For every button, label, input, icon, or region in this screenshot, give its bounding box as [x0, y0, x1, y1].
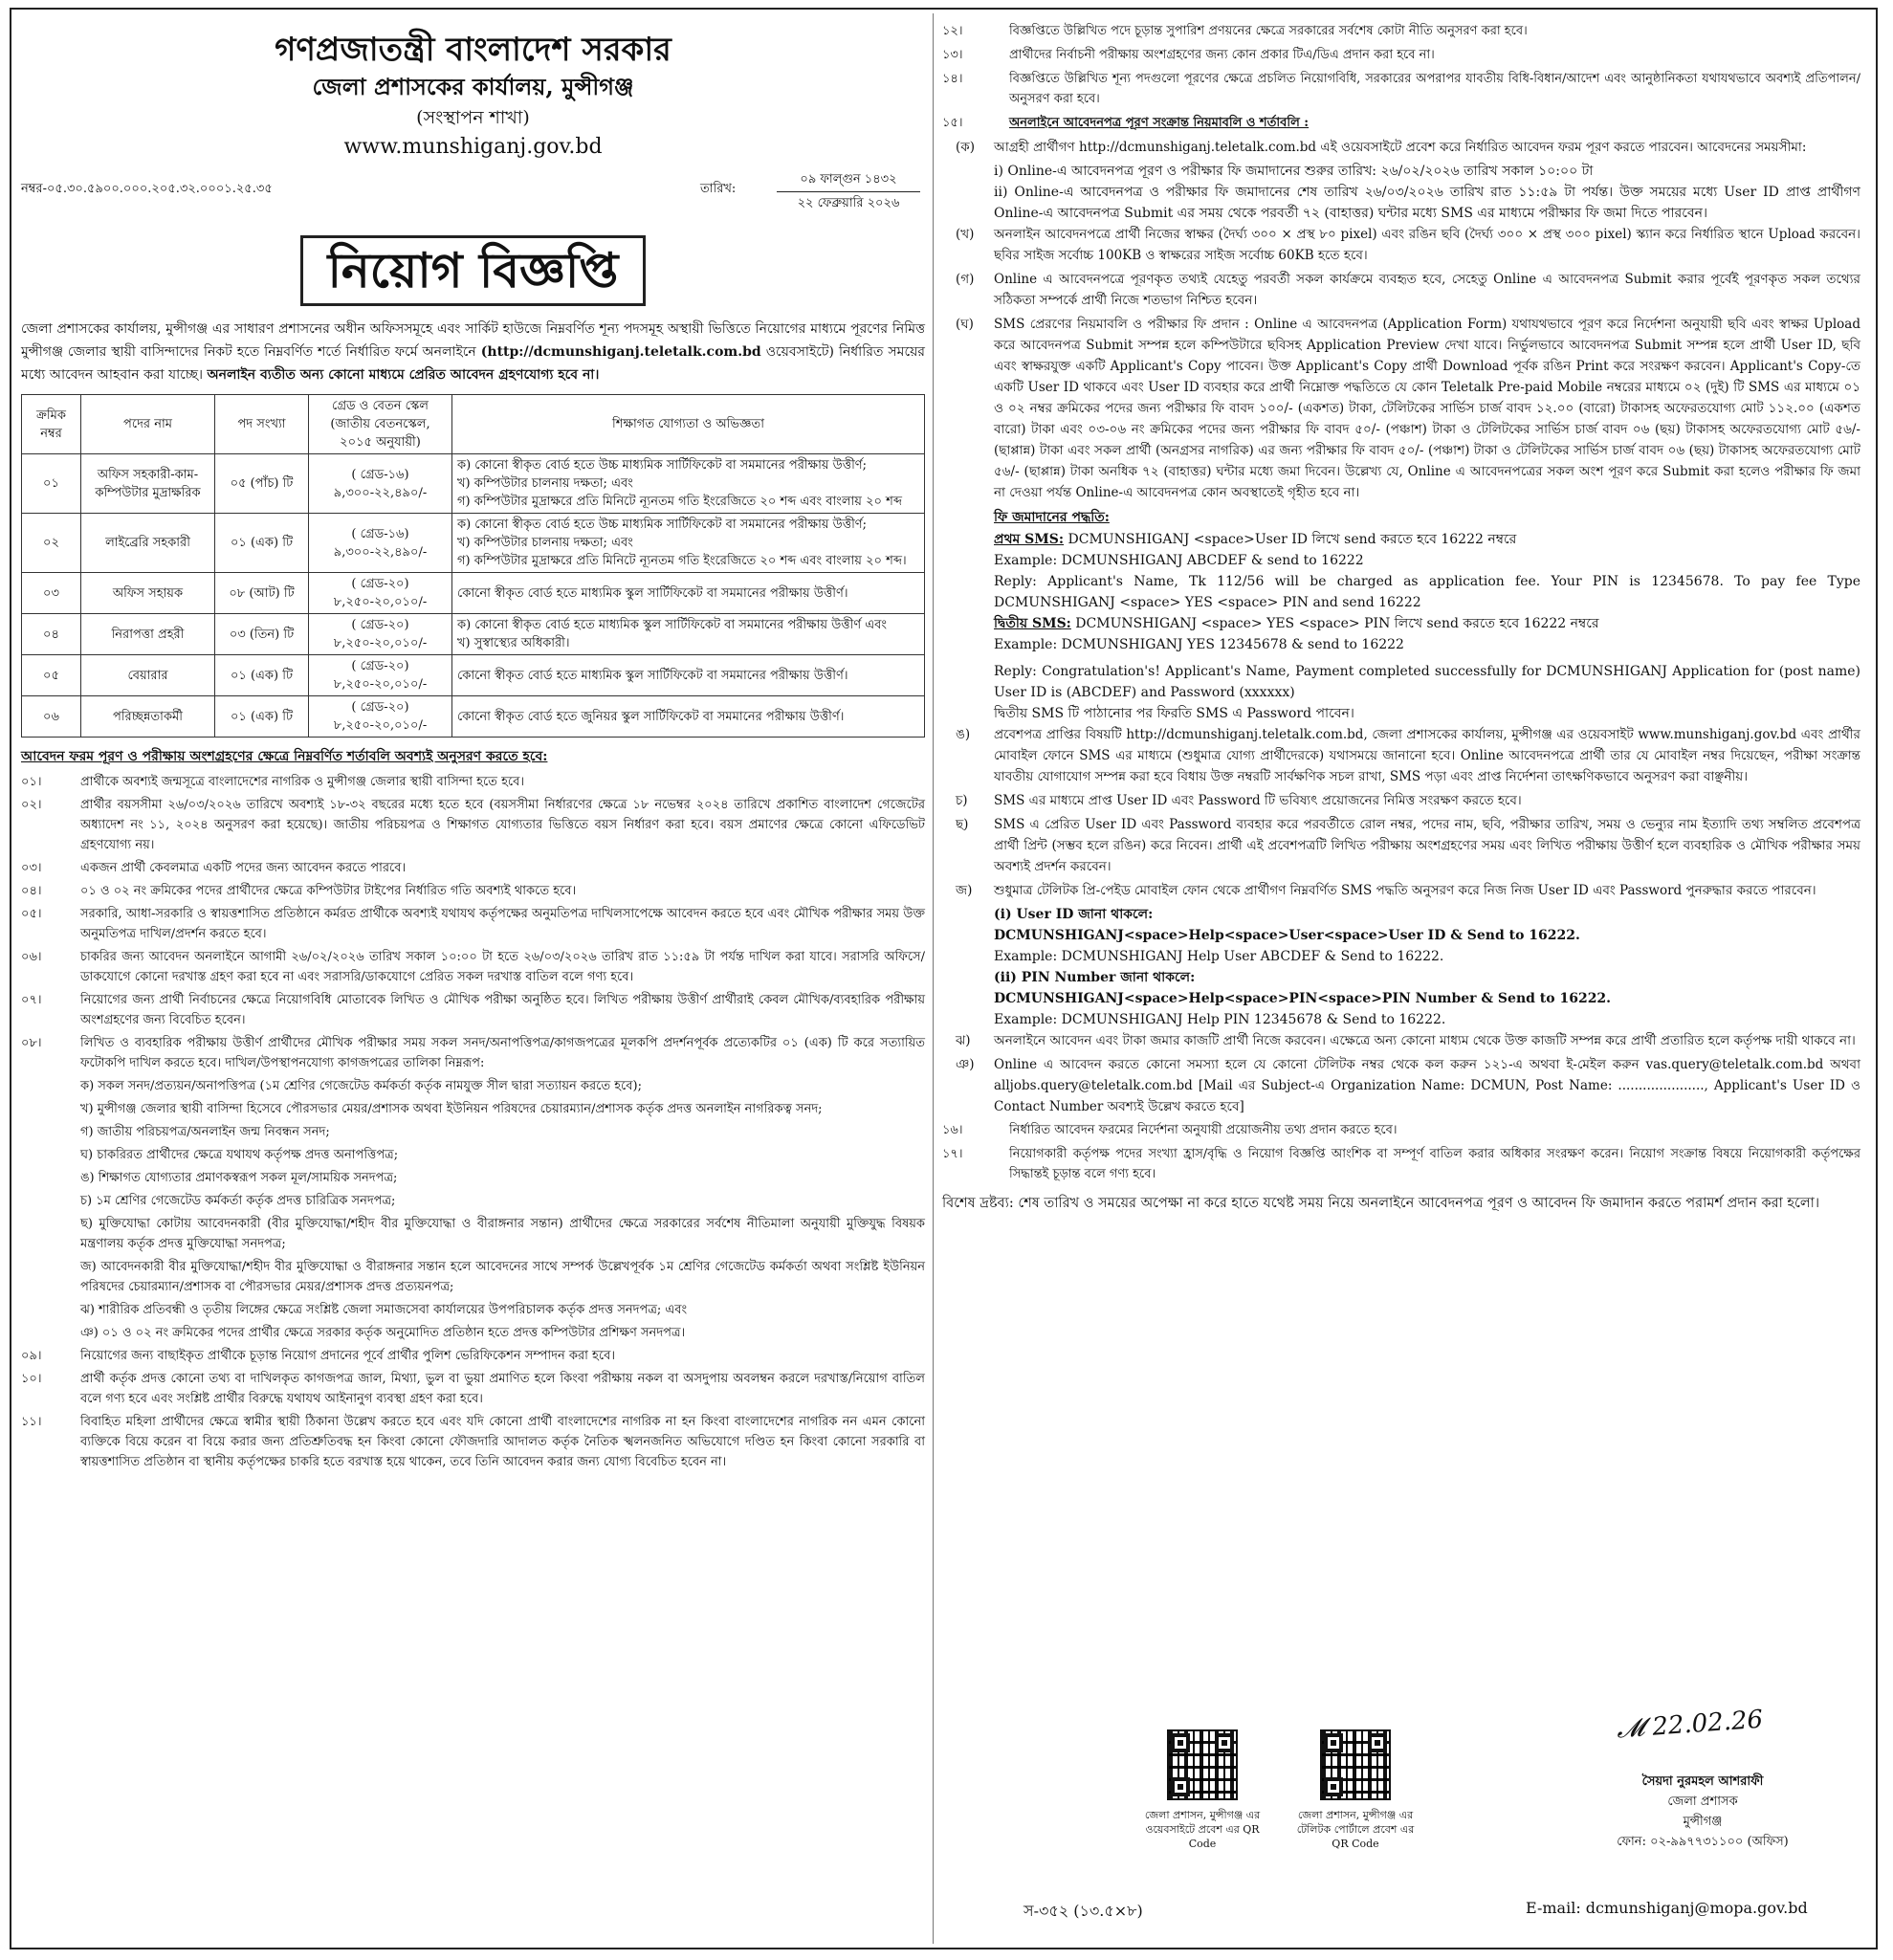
col-header: পদ সংখ্যা: [215, 395, 309, 454]
qualification-line: খ) সুস্বাস্থ্যের অধিকারী।: [457, 636, 570, 650]
condition-item: ১৭। নিয়োগকারী কর্তৃপক্ষ পদের সংখ্যা হ্রাস/বৃদ্ধি ও নিয়োগ বিজ্ঞপ্তি আংশিক বা সম্পূর্ণ বাতিল করার অধিকার সংরক্ষণ করেন। নিয়োগ সংক্রান্ত বিষয়ে নিয়োগকারী কর্তৃপক্ষের সিদ্ধান্তই চূড়ান্ত বলে গণ্য হবে।: [942, 1147, 1860, 1181]
sms2-text: DCMUNSHIGANJ <space> YES <space> PIN লিখে send করতে হবে 16222 নম্বরে: [1075, 616, 1599, 631]
post-count-cell: ০৫ (পাঁচ) টি: [215, 454, 309, 514]
pin-command: DCMUNSHIGANJ<space>Help<space>PIN<space>PIN Number & Send to 16222.: [994, 991, 1612, 1006]
condition-item: ১৫। অনলাইনে আবেদনপত্র পূরণ সংক্রান্ত নিয়মাবলি ও শর্তাবলি :: [942, 116, 1310, 130]
condition-item: [21, 990, 925, 1030]
office-phone: ফোন: ০২-৯৯৭৭৩১১০০ (অফিস): [1617, 1835, 1789, 1849]
signer-district: মুন্সীগঞ্জ: [1683, 1815, 1723, 1829]
signer-title: জেলা প্রশাসক: [1667, 1795, 1738, 1809]
post-count-cell: ০১ (এক) টি: [215, 514, 309, 573]
qualification-line: ক) কোনো স্বীকৃত বোর্ড হতে উচ্চ মাধ্যমিক সার্টিফিকেট বা সমমানের পরীক্ষায় উত্তীর্ণ;: [457, 518, 868, 532]
table-row: [22, 614, 925, 655]
online-rule-ca: চ) SMS এর মাধ্যমে প্রাপ্ত User ID এবং Password টি ভবিষ্যৎ প্রয়োজনের নিমিত্ত সংরক্ষণ করতে হবে।: [956, 793, 1522, 808]
sms2-example: Example: DCMUNSHIGANJ YES 12345678 & send to 16222: [994, 637, 1404, 652]
condition-number: ০২।: [21, 798, 42, 812]
document-item: ছ) মুক্তিযোদ্ধা কোটায় আবেদনকারী (বীর মুক্তিযোদ্ধা/শহীদ বীর মুক্তিযোদ্ধা ও বীরাঙ্গনার সন্তান) প্রার্থীদের ক্ষেত্রে সরকারের সর্বশেষ নীতিমালা অনুযায়ী মুক্তিযুদ্ধ বিষয়ক মন্ত্রণালয় কর্তৃক প্রদত্ত মুক্তিযোদ্ধা সনদপত্র;: [80, 1217, 925, 1251]
qualification-line: ক) কোনো স্বীকৃত বোর্ড হতে মাধ্যমিক স্কুল সার্টিফিকেট বা সমমানের পরীক্ষায় উত্তীর্ণ এবং: [457, 618, 888, 632]
posts-table: [21, 394, 925, 738]
document-item: ঝ) শারীরিক প্রতিবন্ধী ও তৃতীয় লিঙ্গের ক্ষেত্রে সংশ্লিষ্ট জেলা সমাজসেবা কার্যালয়ের উপপরিচালক কর্তৃক প্রদত্ত সনদপত্র; এবং: [80, 1303, 688, 1317]
table-row: [22, 454, 925, 514]
condition-text: প্রার্থীকে অবশ্যই জন্মসূত্রে বাংলাদেশের নাগরিক ও মুন্সীগঞ্জ জেলার স্থায়ী বাসিন্দা হতে হবে।: [80, 775, 525, 789]
document-item: গ) জাতীয় পরিচয়পত্র/অনলাইন জন্ম নিবন্ধন সনদ;: [80, 1125, 330, 1139]
condition-number: ১০।: [21, 1372, 42, 1386]
online-rule-cha: ছ) SMS এ প্রেরিত User ID এবং Password ব্যবহার করে পরবর্তীতে রোল নম্বর, পদের নাম, ছবি, পরীক্ষার তারিখ, সময় ও ভেন্যুর নাম ইত্যাদি তথ্য সম্বলিত প্রবেশপত্র প্রার্থী প্রিন্ট (সম্ভব হলে রঙিন) করে নিবেন। প্রার্থী এই প্রবেশপত্রটি লিখিত পরীক্ষায় অংশগ্রহণের সময় এবং লিখিত পরীক্ষায় উত্তীর্ণ হলে ব্যবহারিক ও মৌখিক পরীক্ষার সময় অবশ্যই প্রদর্শন করবেন।: [956, 817, 1860, 874]
qualification-line: ক) কোনো স্বীকৃত বোর্ড হতে উচ্চ মাধ্যমিক সার্টিফিকেট বা সমমানের পরীক্ষায় উত্তীর্ণ;: [457, 458, 868, 473]
grade-cell: [309, 454, 452, 514]
condition-item: [21, 858, 925, 878]
condition-text: প্রার্থীর বয়সসীমা ২৬/০৩/২০২৬ তারিখে অবশ্যই ১৮-৩২ বছরের মধ্যে হতে হবে (বয়সসীমা নির্ধারণের ক্ষেত্রে ১৮ নভেম্বর ২০২৪ তারিখে প্রকাশিত বাংলাদেশ গেজেটের অধ্যাদেশ নং ১১, ২০২৪ অনুসরণ করা হয়েছে)। জাতীয় পরিচয়পত্র ও শিক্ষাগত যোগ্যতার ভিত্তিতে বয়স নির্ধারণ করা হবে। বয়স প্রমাণের ক্ষেত্রে কোনো এফিডেভিট গ্রহণযোগ্য নয়।: [80, 798, 925, 852]
condition-item: ১২। বিজ্ঞপ্তিতে উল্লিখিত পদে চূড়ান্ত সুপারিশ প্রণয়নের ক্ষেত্রে সরকারের সর্বশেষ কোটা নীতি অনুসরণ করা হবে।: [942, 24, 1528, 38]
condition-text: নিয়োগের জন্য বাছাইকৃত প্রার্থীকে চূড়ান্ত নিয়োগ প্রদানের পূর্বে প্রার্থীর পুলিশ ভেরিফিকেশন সম্পাদন করা হবে।: [80, 1349, 615, 1363]
signer-name: সৈয়দা নুরমহল আশরাফী: [1641, 1774, 1764, 1789]
qualification-line: গ) কম্পিউটার মুদ্রাক্ষরে প্রতি মিনিটে ন্যূনতম গতি ইংরেজিতে ২০ শব্দ এবং বাংলায় ২০ শব্দ।: [457, 554, 907, 568]
table-row: [22, 696, 925, 738]
documents-list: [21, 1076, 925, 1343]
condition-number: ০১।: [21, 775, 42, 789]
condition-item: ১৬। নির্ধারিত আবেদন ফরমের নির্দেশনা অনুযায়ী প্রয়োজনীয় তথ্য প্রদান করতে হবে।: [942, 1123, 1398, 1137]
condition-item: [21, 795, 925, 855]
sms2-note: দ্বিতীয় SMS টি পাঠানোর পর ফিরতি SMS এ Password পাবেন।: [994, 706, 1354, 721]
date-block: [777, 168, 920, 215]
condition-text: লিখিত ও ব্যবহারিক পরীক্ষায় উত্তীর্ণ প্রার্থীদের মৌখিক পরীক্ষার সময় সকল সনদ/অনাপত্তিপত্র/কাগজপত্রের মূলকপি প্রদর্শনপূর্বক প্রত্যেকটির ০১ (এক) টি করে সত্যায়িত ফটোকপি দাখিল করতে হবে। দাখিল/উপস্থাপনযোগ্য কাগজপত্রের তালিকা নিম্নরূপ:: [80, 1036, 925, 1070]
condition-number: ০৪।: [21, 884, 42, 898]
table-row: [22, 655, 925, 696]
condition-number: ০৮।: [21, 1036, 42, 1050]
condition-item: [21, 1033, 925, 1073]
pay-scale: ৮,২৫০-২০,০১০/-: [333, 677, 428, 692]
teletalk-qr-code: [1320, 1729, 1391, 1800]
serial-cell: ০৪: [22, 614, 81, 655]
grade-label: ( গ্রেড-২০): [351, 700, 409, 715]
document-item: ক) সকল সনদ/প্রত্যয়ন/অনাপত্তিপত্র (১ম শ্রেণির গেজেটেড কর্মকর্তা কর্তৃক নামযুক্ত সীল দ্বারা সত্যায়ন করতে হবে);: [80, 1079, 642, 1093]
col-header: ক্রমিক নম্বর: [22, 395, 81, 454]
print-code: স-৩৫২ (১৩.৫×৮): [1024, 1902, 1143, 1920]
qualification-cell: [452, 655, 925, 696]
document-item: চ) ১ম শ্রেণির গেজেটেড কর্মকর্তা কর্তৃক প্রদত্ত চারিত্রিক সনদপত্র;: [80, 1194, 396, 1208]
condition-item: [21, 1412, 925, 1472]
condition-text: নিয়োগের জন্য প্রার্থী নির্বাচনের ক্ষেত্রে নিয়োগবিধি মোতাবেক লিখিত ও মৌখিক পরীক্ষা অনুষ্ঠিত হবে। লিখিত পরীক্ষায় উত্তীর্ণ প্রার্থীরাই কেবল মৌখিক/ব্যবহারিক পরীক্ষায় অংশগ্রহণের জন্য বিবেচিত হবেন।: [80, 993, 925, 1027]
pay-scale: ৯,৩০০-২২,৪৯০/-: [333, 485, 428, 500]
grade-label: ( গ্রেড-১৬): [351, 526, 409, 541]
qualification-cell: [452, 614, 925, 655]
office-email: E-mail: dcmunshiganj@mopa.gov.bd: [1526, 1899, 1808, 1917]
letterhead: [21, 29, 925, 163]
condition-number: ০৩।: [21, 861, 42, 875]
online-rule-nya: ঞ) Online এ আবেদন করতে কোনো সমস্যা হলে যে কোনো টেলিটক নম্বর থেকে কল করুন ১২১-এ অথবা ই-মেইল করুন vas.query@teletalk.com.bd অথবা alljobs.query@teletalk.com.bd [Mail এর Subject-এ Organization Name: DCMUN, Post Name: ....................., Applicant's User ID ও Contact Number অবশ্যই উল্লেখ করতে হবে]: [956, 1057, 1860, 1114]
post-name-cell: বেয়ারার: [81, 655, 215, 696]
condition-number: ০৫।: [21, 907, 42, 921]
grade-label: ( গ্রেড-২০): [351, 577, 409, 591]
sms2-reply: Reply: Congratulation's! Applicant's Name, Payment completed successfully for DCMUNSHIGANJ Application for (post name) User ID is (ABCDEF) and Password (xxxxxx): [994, 664, 1860, 700]
sms2-label: দ্বিতীয় SMS:: [994, 616, 1071, 631]
condition-number: ১১।: [21, 1415, 42, 1429]
document-item: ঘ) চাকরিরত প্রার্থীদের ক্ষেত্রে যথাযথ কর্তৃপক্ষ প্রদত্ত অনাপত্তিপত্র;: [80, 1148, 399, 1162]
date-label: তারিখ:: [700, 182, 737, 196]
condition-item: [21, 947, 925, 987]
qualification-cell: [452, 696, 925, 738]
condition-item: [21, 1346, 925, 1366]
qualification-line: খ) কম্পিউটার চালনায় দক্ষতা; এবং: [457, 476, 633, 491]
grade-cell: [309, 514, 452, 573]
qualification-line: কোনো স্বীকৃত বোর্ড হতে মাধ্যমিক স্কুল সার্টিফিকেট বা সমমানের পরীক্ষায় উত্তীর্ণ।: [457, 668, 848, 683]
website-qr-code: [1167, 1729, 1238, 1800]
online-rule-gha: (ঘ) SMS প্রেরণের নিয়মাবলি ও পরীক্ষার ফি প্রদান : Online এ আবেদনপত্র (Application Form) যথাযথভাবে পূরণ করে নির্দেশনা অনুযায়ী ছবি এবং স্বাক্ষর Upload করে আবেদনপত্র Submit সম্পন্ন হলে কম্পিউটারে ছবিসহ Application Preview দেখা যাবে। নির্ভুলভাবে আবেদনপত্র Submit সম্পন্ন হলে প্রার্থী User ID, ছবি এবং স্বাক্ষরযুক্ত একটি Applicant's Copy পাবেন। উক্ত Applicant's Copy প্রার্থী Download পূর্বক রঙিন Print করে সংরক্ষণ করবেন। Applicant's Copy-তে একটি User ID থাকবে এবং User ID ব্যবহার করে প্রার্থী নিম্নোক্ত পদ্ধতিতে যে কোন Teletalk Pre-paid Mobile নম্বরের মাধ্যমে ০২ (দুই) টি SMS এর মাধ্যমে ০১ ও ০২ নম্বর ক্রমিকের পদের জন্য পরীক্ষার ফি বাবদ ১০০/- (একশত) টাকা, টেলিটকের সার্ভিস চার্জ বাবদ ১২.০০ (বারো) টাকাসহ অফেরতযোগ্য মোট ১১২.০০ (একশত বারো) টাকা এবং ০৩-০৬ নং ক্রমিকের পদের জন্য পরীক্ষার ফি বাবদ ৫০/- (পঞ্চাশ) টাকা ও টেলিটকের সার্ভিস চার্জ বাবদ ০৬ (ছয়) টাকাসহ অফেরতযোগ্য মোট ৫৬/- (ছাপ্পান্ন) টাকা এবং সকল প্রার্থী (অনগ্রসর নাগরিক) এর জন্য পরীক্ষার ফি বাবদ ৫০/- (পঞ্চাশ) টাকা ও টেলিটকের সার্ভিস চার্জ বাবদ ০৬ (ছয়) টাকাসহ অফেরতযোগ্য মোট ৫৬/- (ছাপ্পান্ন) টাকা অনধিক ৭২ (বাহাত্তর) ঘন্টার মধ্যে জমা দিবেন। উল্লেখ্য যে, Online এ আবেদনপত্রের সকল অংশ পূরণ করে Submit করা হলেও পরীক্ষার ফি জমা না দেওয়া পর্যন্ত Online-এ আবেদনপত্র কোন অবস্থাতেই গৃহীত হবে না।: [956, 317, 1860, 500]
serial-cell: ০৫: [22, 655, 81, 696]
serial-cell: ০১: [22, 454, 81, 514]
intro-paragraph: [21, 318, 925, 386]
fee-method-heading: ফি জমাদানের পদ্ধতি:: [994, 510, 1110, 525]
online-rule-uo: ঙ) প্রবেশপত্র প্রাপ্তির বিষয়টি http://dcmunshiganj.teletalk.com.bd, জেলা প্রশাসকের কার্যালয়, মুন্সীগঞ্জ এর ওয়েবসাইট www.munshiganj.gov.bd এবং প্রার্থীর মোবাইল ফোনে SMS এর মাধ্যমে (শুধুমাত্র যোগ্য প্রার্থীদেরকে) যথাসময়ে জানানো হবে। Online আবেদনপত্রে প্রার্থী তার যে মোবাইল নম্বর দিয়েছেন, পরীক্ষা সংক্রান্ত যাবতীয় যোগাযোগ সম্পন্ন করা হবে বিধায় উক্ত নম্বরটি সার্বক্ষণিক সচল রাখা, SMS পড়া এবং প্রাপ্ত নির্দেশনা তাৎক্ষণিকভাবে অনুসরণ করা বাঞ্ছনীয়।: [956, 727, 1860, 784]
condition-item: ১৩। প্রার্থীদের নির্বাচনী পরীক্ষায় অংশগ্রহণের জন্য কোন প্রকার টিএ/ডিএ প্রদান করা হবে না।: [942, 48, 1435, 62]
post-count-cell: ০১ (এক) টি: [215, 696, 309, 738]
branch-name: (সংস্থাপন শাখা): [416, 107, 530, 128]
memo-number: নম্বর-০৫.৩০.৫৯০০.০০০.২০৫.৩২.০০০১.২৫.৩৫: [21, 182, 273, 196]
grade-cell: [309, 696, 452, 738]
pin-example: Example: DCMUNSHIGANJ Help PIN 12345678 & Send to 16222.: [994, 1012, 1446, 1027]
col-header: শিক্ষাগত যোগ্যতা ও অভিজ্ঞতা: [452, 395, 925, 454]
handwritten-signature: 𝓜 22.02.26: [1616, 1705, 1764, 1745]
right-column: [942, 21, 1860, 1215]
start-date-line: i) Online-এ আবেদনপত্র পূরণ ও পরীক্ষার ফি জমাদানের শুরুর তারিখ: ২৬/০২/২০২৬ তারিখ সকাল ১০:০০ টা: [994, 164, 1594, 179]
special-note: বিশেষ দ্রষ্টব্য: শেষ তারিখ ও সময়ের অপেক্ষা না করে হাতে যথেষ্ট সময় নিয়ে অনলাইনে আবেদনপত্র পূরণ ও আবেদন ফি জমাদান করতে পরামর্শ প্রদান করা হলো।: [942, 1196, 1820, 1211]
office-name: জেলা প্রশাসকের কার্যালয়, মুন্সীগঞ্জ: [312, 73, 634, 100]
qualification-line: কোনো স্বীকৃত বোর্ড হতে জুনিয়র স্কুল সার্টিফিকেট বা সমমানের পরীক্ষায় উত্তীর্ণ।: [457, 709, 845, 724]
signature-block: [1607, 1772, 1798, 1852]
document-item: খ) মুন্সীগঞ্জ জেলার স্থায়ী বাসিন্দা হিসেবে পৌরসভার মেয়র/প্রশাসক অথবা ইউনিয়ন পরিষদের চেয়ারম্যান/প্রশাসক কর্তৃক প্রদত্ত অনলাইন নাগরিকত্ব সনদ;: [80, 1102, 823, 1116]
sms1-reply: Reply: Applicant's Name, Tk 112/56 will be charged as application fee. Your PIN is 12345678. To pay fee Type DCMUNSHIGANJ <space> YES <space> PIN and send 16222: [994, 574, 1860, 610]
condition-number: ০৬।: [21, 950, 42, 964]
document-item: জ) আবেদনকারী বীর মুক্তিযোদ্ধা/শহীদ বীর মুক্তিযোদ্ধা ও বীরাঙ্গনার সন্তান হলে আবেদনের সাথে সম্পর্ক উল্লেখপূর্বক ১ম শ্রেণির গেজেটেড কর্মকর্তা অথবা সংশ্লিষ্ট ইউনিয়ন পরিষদের চেয়ারম্যান/প্রশাসক বা পৌরসভার মেয়র/প্রশাসক প্রদত্ত প্রত্যয়নপত্র;: [80, 1260, 925, 1294]
online-rule-jha: ঝ) অনলাইনে আবেদন এবং টাকা জমার কাজটি প্রার্থী নিজে করবেন। এক্ষেত্রে অন্য কোনো মাধ্যম থেকে উক্ত কাজটি সম্পন্ন করে প্রার্থী প্রতারিত হলে কর্তৃপক্ষ দায়ী থাকবে না।: [956, 1033, 1856, 1048]
grade-cell: [309, 614, 452, 655]
qr2-caption: জেলা প্রশাসন, মুন্সীগঞ্জ এর টেলিটক পোর্টালে প্রবেশ এর QR Code: [1296, 1809, 1415, 1850]
condition-number: ০৯।: [21, 1349, 42, 1363]
grade-cell: [309, 573, 452, 614]
condition-item: [21, 1369, 925, 1409]
userid-command: DCMUNSHIGANJ<space>Help<space>User<space>User ID & Send to 16222.: [994, 928, 1580, 943]
date-gregorian: ২২ ফেব্রুয়ারি ২০২৬: [797, 196, 900, 210]
grade-cell: [309, 655, 452, 696]
office-website: www.munshiganj.gov.bd: [343, 135, 603, 159]
qualification-cell: [452, 454, 925, 514]
intro-text-2: ওয়েবসাইটে) নির্ধারিত সময়ের মধ্যে আবেদন আহবান করা যাচ্ছে।: [21, 344, 926, 383]
condition-text: বিবাহিত মহিলা প্রার্থীদের ক্ষেত্রে স্বামীর স্থায়ী ঠিকানা উল্লেখ করতে হবে এবং যদি কোনো প্রার্থী বাংলাদেশের নাগরিক না হন কিংবা বাংলাদেশের নাগরিক নন এমন কোনো ব্যক্তিকে বিয়ে করেন বা বিয়ে করার জন্য প্রতিশ্রুতিবদ্ধ হন কিংবা কোনো ফৌজদারি আদালত কর্তৃক নৈতিক স্খলনজনিত অভিযোগে দণ্ডিত হন কিংবা কোনো সরকারি বা স্বায়ত্তশাসিত প্রতিষ্ঠান বা স্থানীয় কর্তৃপক্ষের চাকরি হতে বরখাস্ত হয়ে থাকেন, তবে তিনি আবেদন করার জন্য যোগ্য বিবেচিত হবেন না।: [80, 1415, 925, 1469]
condition-item: [21, 904, 925, 944]
serial-cell: ০২: [22, 514, 81, 573]
serial-cell: ০৩: [22, 573, 81, 614]
end-date-line: ii) Online-এ আবেদনপত্র ও পরীক্ষার ফি জমাদানের শেষ তারিখ ২৬/০৩/২০২৬ তারিখ রাত ১১:৫৯ টা পর্যন্ত। উক্ত সময়ের মধ্যে User ID প্রাপ্ত প্রার্থীগণ Online-এ আবেদনপত্র Submit এর সময় থেকে পরবর্তী ৭২ (বাহাত্তর) ঘন্টার মধ্যে SMS এর মাধ্যমে পরীক্ষার ফি জমা দিতে পারবেন।: [994, 185, 1860, 221]
sms1-example: Example: DCMUNSHIGANJ ABCDEF & send to 16222: [994, 553, 1364, 568]
pin-heading: (ii) PIN Number জানা থাকলে:: [994, 970, 1196, 985]
userid-example: Example: DCMUNSHIGANJ Help User ABCDEF & Send to 16222.: [994, 949, 1444, 964]
pay-scale: ৯,৩০০-২২,৪৯০/-: [333, 544, 428, 560]
pay-scale: ৮,২৫০-২০,০১০/-: [333, 636, 428, 650]
grade-label: ( গ্রেড-২০): [351, 618, 409, 632]
pay-scale: ৮,২৫০-২০,০১০/-: [333, 595, 428, 609]
conditions-list-2: [21, 1346, 925, 1472]
online-rule-kha: (খ) অনলাইন আবেদনপত্রে প্রার্থী নিজের স্বাক্ষর (দৈর্ঘ্য ৩০০ × প্রস্থ ৮০ pixel) এবং রঙিন ছবি (দৈর্ঘ্য ৩০০ × প্রস্থ ৩০০ pixel) স্ক্যান করে নির্ধারিত স্থানে Upload করবেন। ছবির সাইজ সর্বোচ্চ 100KB ও স্বাক্ষরের সাইজ সর্বোচ্চ 60KB হতে হবে।: [956, 227, 1860, 263]
online-rule-ka: (ক) আগ্রহী প্রার্থীগণ http://dcmunshiganj.teletalk.com.bd এই ওয়েবসাইটে প্রবেশ করে নির্ধারিত আবেদন ফরম পূরণ করতে পারবেন। আবেদনের সময়সীমা:: [956, 140, 1807, 155]
condition-item: ১৪। বিজ্ঞপ্তিতে উল্লিখিত শূন্য পদগুলো পূরণের ক্ষেত্রে প্রচলিত নিয়োগবিধি, সরকারের অপরাপর যাবতীয় বিধি-বিধান/আদেশ এবং আনুষ্ঠানিকতা যথাযথভাবে অবশ্যই প্রতিপালন/অনুসরণ করা হবে।: [942, 72, 1860, 106]
online-rule-ja: জ) শুধুমাত্র টেলিটক প্রি-পেইড মোবাইল ফোন থেকে প্রার্থীগণ নিম্নবর্ণিত SMS পদ্ধতি অনুসরণ করে নিজ নিজ User ID এবং Password পুনরুদ্ধার করতে পারবেন।: [956, 883, 1816, 898]
document-item: ঞ) ০১ ও ০২ নং ক্রমিকের পদের প্রার্থীর ক্ষেত্রে সরকার কর্তৃক অনুমোদিত প্রতিষ্ঠান হতে প্রদত্ত কম্পিউটার প্রশিক্ষণ সনদপত্র।: [80, 1326, 686, 1340]
qualification-cell: [452, 573, 925, 614]
qualification-line: কোনো স্বীকৃত বোর্ড হতে মাধ্যমিক স্কুল সার্টিফিকেট বা সমমানের পরীক্ষায় উত্তীর্ণ।: [457, 585, 848, 601]
pay-scale: ৮,২৫০-২০,০১০/-: [333, 718, 428, 733]
table-row: [22, 514, 925, 573]
grade-label: ( গ্রেড-২০): [351, 659, 409, 673]
intro-bold: অনলাইন ব্যতীত অন্য কোনো মাধ্যমে প্রেরিত আবেদন গ্রহণযোগ্য হবে না।: [207, 367, 600, 383]
serial-cell: ০৬: [22, 696, 81, 738]
post-name-cell: অফিস সহকারী-কাম-কম্পিউটার মুদ্রাক্ষরিক: [81, 454, 215, 514]
memo-row: [21, 168, 925, 226]
condition-number: ০৭।: [21, 993, 42, 1007]
online-rule-ga: (গ) Online এ আবেদনপত্রে পূরণকৃত তথ্যই যেহেতু পরবর্তী সকল কার্যক্রমে ব্যবহৃত হবে, সেহেতু Online এ আবেদনপত্র Submit করার পূর্বেই পূরণকৃত সকল তথ্যের সঠিকতা সম্পর্কে প্রার্থী নিজে শতভাগ নিশ্চিত হবেন।: [956, 272, 1860, 308]
post-count-cell: ০১ (এক) টি: [215, 655, 309, 696]
post-name-cell: অফিস সহায়ক: [81, 573, 215, 614]
condition-text: একজন প্রার্থী কেবলমাত্র একটি পদের জন্য আবেদন করতে পারবে।: [80, 861, 407, 875]
table-header-row: [22, 395, 925, 454]
qr1-caption: জেলা প্রশাসন, মুন্সীগঞ্জ এর ওয়েবসাইটে প্রবেশ এর QR Code: [1144, 1809, 1261, 1850]
grade-label: ( গ্রেড-১৬): [351, 467, 409, 482]
condition-text: চাকরির জন্য আবেদন অনলাইনে আগামী ২৬/০২/২০২৬ তারিখ সকাল ১০:০০ টা হতে ২৬/০৩/২০২৬ তারিখ রাত ১১:৫৯ টা পর্যন্ত দাখিল করা যাবে। সরাসরি অফিসে/ডাকযোগে কোনো দরখাস্ত গ্রহণ করা হবে না এবং সরাসরি/ডাকযোগে প্রেরিত সকল দরখাস্ত বাতিল বলে গণ্য হবে।: [80, 950, 925, 984]
post-name-cell: পরিচ্ছন্নতাকর্মী: [81, 696, 215, 738]
intro-text-1: জেলা প্রশাসকের কার্যালয়, মুন্সীগঞ্জ এর সাধারণ প্রশাসনের অধীন অফিসসমূহে এবং সার্কিট হাউজে নিম্নবর্ণিত শূন্য পদসমূহ অস্থায়ী ভিত্তিতে নিয়োগের মাধ্যমে পূরণের নিমিত্ত মুন্সীগঞ্জ জেলার স্থায়ী বাসিন্দাদের নিকট হতে নিম্নবর্ণিত শর্তে নির্ধারিত ফর্মে অনলাইনে: [21, 321, 925, 360]
sms2-line: [942, 613, 1860, 634]
post-count-cell: ০৮ (আট) টি: [215, 573, 309, 614]
conditions-heading: আবেদন ফরম পূরণ ও পরীক্ষায় অংশগ্রহণের ক্ষেত্রে নিম্নবর্ণিত শর্তাবলি অবশ্যই অনুসরণ করতে হবে:: [21, 749, 548, 764]
intro-link: (http://dcmunshiganj.teletalk.com.bd: [480, 344, 761, 360]
date-bengali: ০৯ ফাল্গুন ১৪৩২: [777, 168, 920, 192]
document-item: ঙ) শিক্ষাগত যোগ্যতার প্রমাণকস্বরূপ সকল মূল/সাময়িক সনদপত্র;: [80, 1171, 398, 1185]
conditions-list: [21, 772, 925, 1073]
table-row: [22, 573, 925, 614]
government-name: গণপ্রজাতন্ত্রী বাংলাদেশ সরকার: [275, 31, 671, 69]
post-name-cell: নিরাপত্তা প্রহরী: [81, 614, 215, 655]
userid-heading: (i) User ID জানা থাকলে:: [994, 907, 1154, 922]
col-header: গ্রেড ও বেতন স্কেল (জাতীয় বেতনস্কেল, ২০১৫ অনুযায়ী): [309, 395, 452, 454]
col-header: পদের নাম: [81, 395, 215, 454]
sms1-text: DCMUNSHIGANJ <space>User ID লিখে send করতে হবে 16222 নম্বরে: [1068, 532, 1517, 547]
condition-item: [21, 772, 925, 792]
left-column: [21, 21, 925, 1475]
notice-title: নিয়োগ বিজ্ঞপ্তি: [300, 235, 647, 306]
qualification-line: খ) কম্পিউটার চালনায় দক্ষতা; এবং: [457, 536, 633, 550]
condition-text: প্রার্থী কর্তৃক প্রদত্ত কোনো তথ্য বা দাখিলকৃত কাগজপত্র জাল, মিথ্যা, ভুল বা ভুয়া প্রমাণিত হলে কিংবা পরীক্ষায় নকল বা অসদুপায় অবলম্বন করলে দরখাস্ত/নিয়োগ বাতিল বলে গণ্য হবে এবং সংশ্লিষ্ট প্রার্থীর বিরুদ্ধে যথাযথ আইনানুগ ব্যবস্থা গ্রহণ করা হবে।: [80, 1372, 925, 1406]
post-name-cell: লাইব্রেরি সহকারী: [81, 514, 215, 573]
condition-text: ০১ ও ০২ নং ক্রমিকের পদের প্রার্থীদের ক্ষেত্রে কম্পিউটার টাইপের নির্ধারিত গতি অবশ্যই থাকতে হবে।: [80, 884, 577, 898]
qualification-cell: [452, 514, 925, 573]
condition-text: সরকারি, আধা-সরকারি ও স্বায়ত্তশাসিত প্রতিষ্ঠানে কর্মরত প্রার্থীকে অবশ্যই যথাযথ কর্তৃপক্ষের অনুমতিপত্র দাখিলসাপেক্ষে আবেদন করতে হবে এবং মৌখিক পরীক্ষার সময় উক্ত অনুমতিপত্র দাখিল/প্রদর্শন করতে হবে।: [80, 907, 925, 941]
post-count-cell: ০৩ (তিন) টি: [215, 614, 309, 655]
sms1-line: [942, 529, 1860, 550]
column-divider: [933, 13, 934, 1944]
qualification-line: গ) কম্পিউটার মুদ্রাক্ষরে প্রতি মিনিটে ন্যূনতম গতি ইংরেজিতে ২০ শব্দ এবং বাংলায় ২০ শব্দ: [457, 495, 902, 509]
condition-item: [21, 881, 925, 901]
sms1-label: প্রথম SMS:: [994, 532, 1065, 547]
